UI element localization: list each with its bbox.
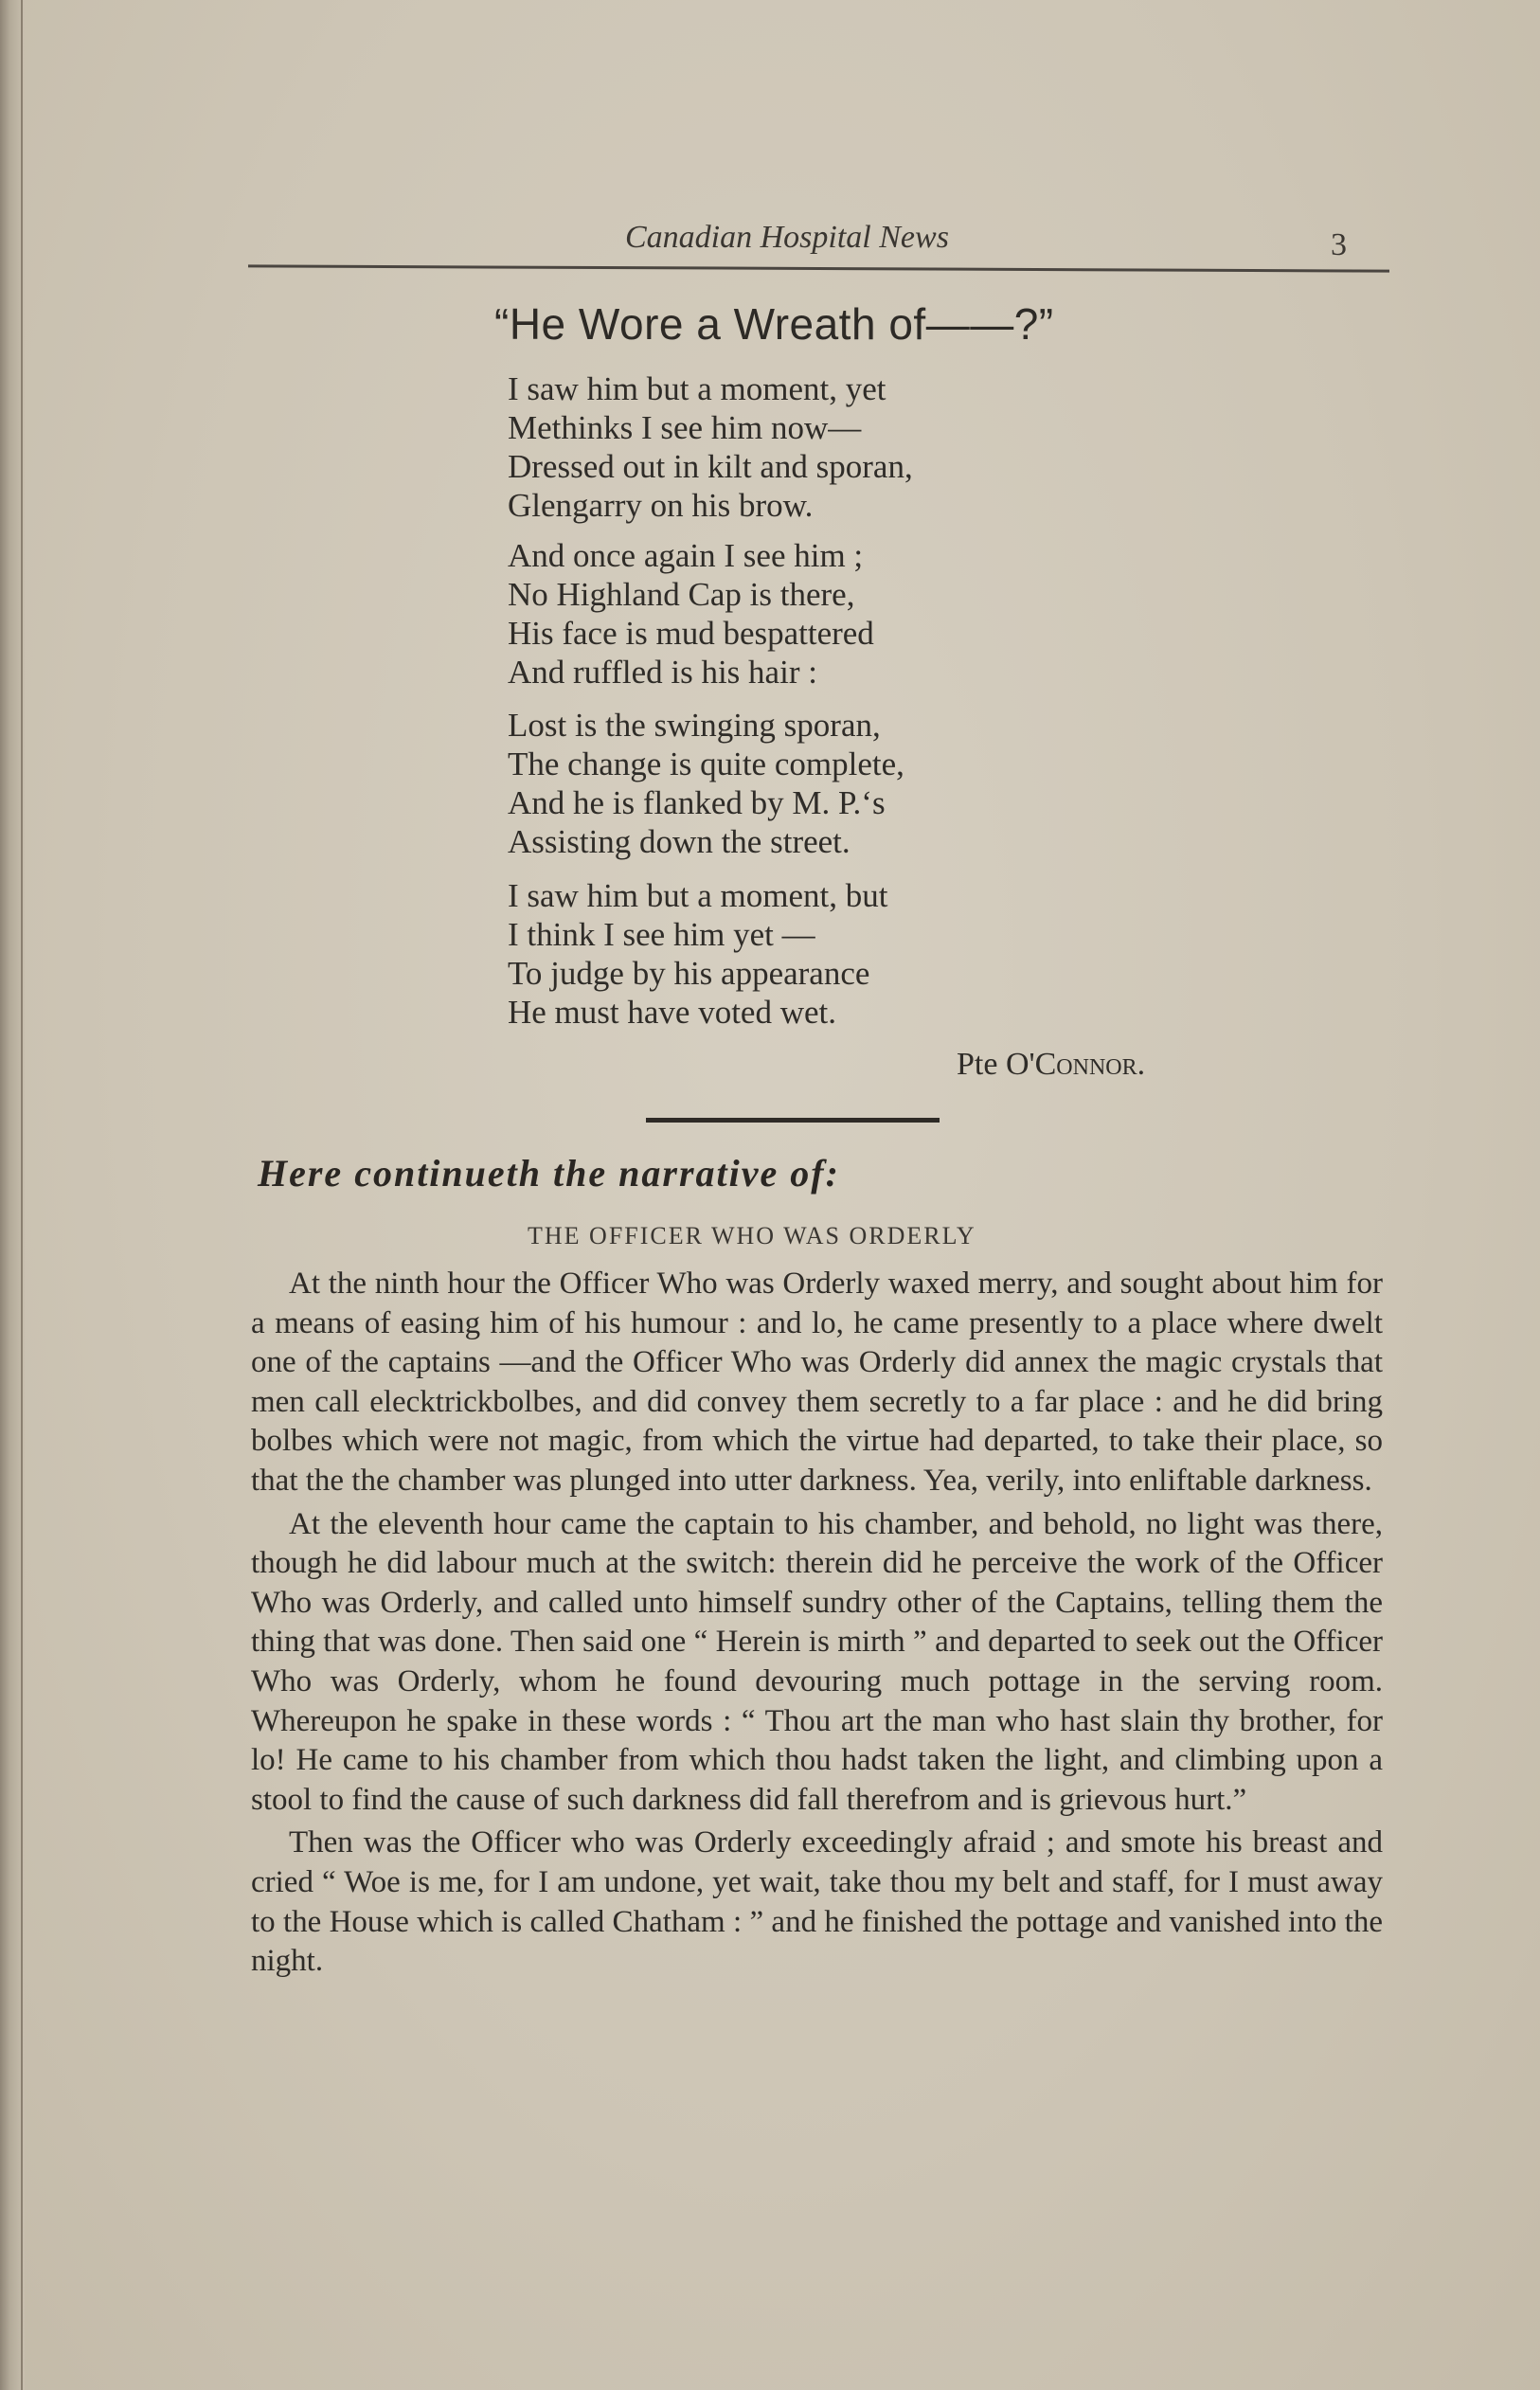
poem-line: To judge by his appearance [508,955,870,992]
page-number: 3 [1331,227,1347,262]
poem-stanza [508,876,887,1032]
poem-line: Methinks I see him now— [508,409,862,446]
poem-line: I saw him but a moment, yet [508,370,886,407]
poem-line: And once again I see him ; [508,537,864,574]
poem-line: I think I see him yet — [508,916,815,953]
poem-title: “He Wore a Wreath of——?” [494,299,1054,349]
section-divider [646,1118,940,1123]
poem-line: And ruffled is his hair : [508,654,817,691]
poem-line: No Highland Cap is there, [508,576,855,613]
section-heading: Here continueth the narrative of: [258,1152,840,1195]
poem-stanza [508,536,874,692]
poem-line: His face is mud bespattered [508,615,874,652]
poem-line: I saw him but a moment, but [508,877,888,914]
header-rule [248,264,1389,272]
poem-line: And he is flanked by M. P.‘s [508,784,886,821]
poem-stanza [508,706,904,861]
poem-line: The change is quite complete, [508,746,904,782]
poem-line: Lost is the swinging sporan, [508,707,881,744]
poem-line: He must have voted wet. [508,994,836,1031]
poem-stanza [508,369,913,525]
signature-name: O'Connor. [1005,1047,1146,1082]
poem-line: Glengarry on his brow. [508,487,814,524]
poem-line: Assisting down the street. [508,823,851,860]
poem-signature [957,1047,1145,1083]
paragraph: Then was the Officer who was Orderly exceedingly afraid ; and smote his breast and cried “ Woe is me, for I am undone, yet wait, take thou my belt and staff, for I must away to the House which is called Chatham : ” and he finished the pottage and vanished into the night. [251,1825,1383,1979]
article-subheading: THE OFFICER WHO WAS ORDERLY [528,1222,976,1249]
running-header: Canadian Hospital News [625,220,949,255]
poem-line: Dressed out in kilt and sporan, [508,448,913,485]
paragraph: At the ninth hour the Officer Who was Orderly waxed merry, and sought about him for a means of easing him of his humour : and lo, he came presently to a place where dwelt one of the captains —and the Officer Who was Orderly did annex the magic crystals that men call elecktrickbolbes, and did convey them secretly to a far place : and he did bring bolbes which were not magic, from which the virtue had departed, to take their place, so that the the chamber was plunged into utter darkness. Yea, verily, into enliftable darkness. [251,1267,1383,1498]
signature-rank: Pte [957,1047,998,1082]
article-body [251,1265,1383,1986]
paragraph: At the eleventh hour came the captain to his chamber, and behold, no light was there, though he did labour much at the switch: therein did he perceive the work of the Officer Who was Orderly, and called unto himself sundry other of the Captains, telling them the thing that was done. Then said one “ Herein is mirth ” and departed to seek out the Officer Who was Orderly, whom he found devouring much pottage in the serving room. Whereupon he spake in these words : “ Thou art the man who hast slain thy brother, for lo! He came to his chamber from which thou hadst taken the light, and climbing upon a stool to find the cause of such darkness did fall therefrom and is grievous hurt.” [251,1506,1383,1817]
